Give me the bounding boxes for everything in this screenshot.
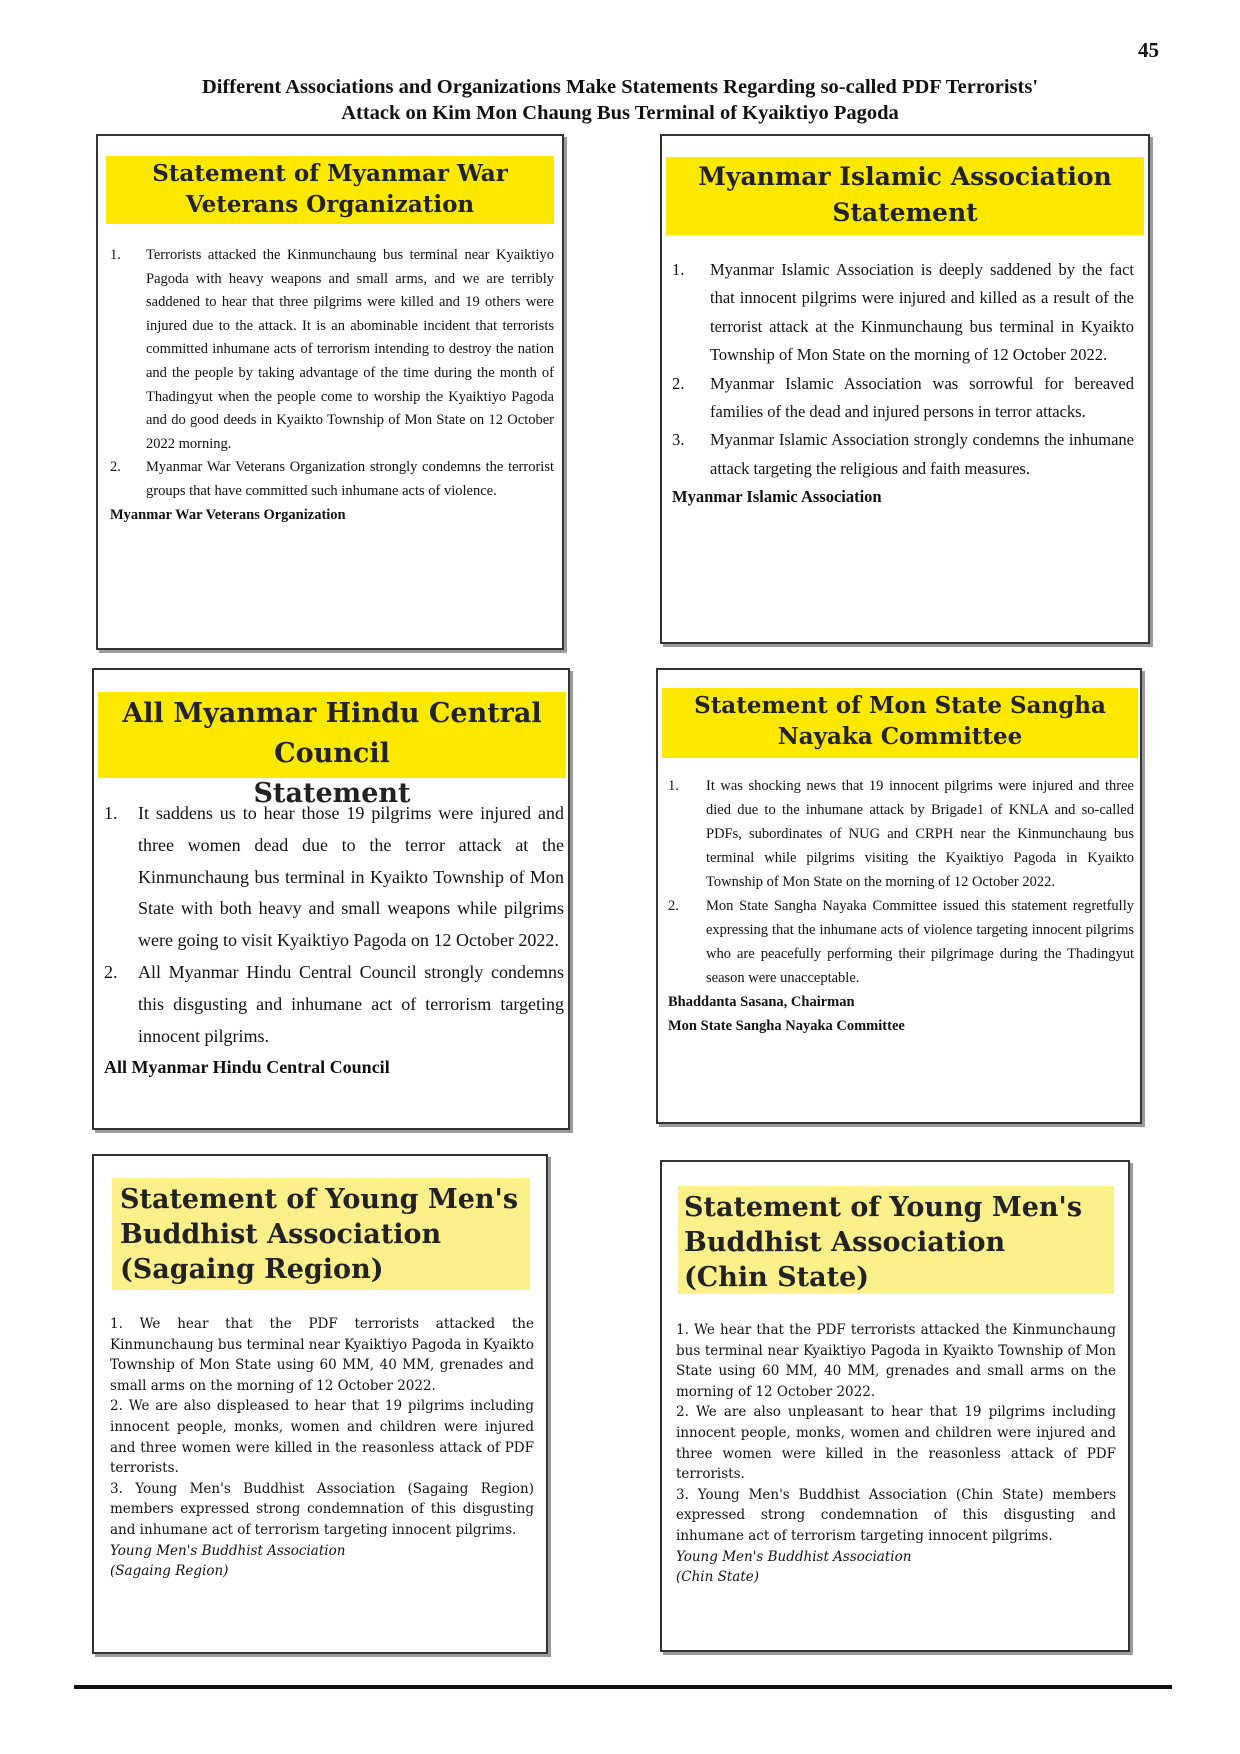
statement-title — [106, 156, 554, 224]
statement-ymba-chin — [660, 1160, 1130, 1652]
item-number: 1. — [110, 247, 121, 263]
statement-war-veterans — [96, 134, 564, 650]
statement-items — [672, 256, 1134, 512]
item-number: 2. — [104, 961, 118, 982]
item-number: 1. — [672, 260, 685, 279]
list-item: 1. We hear that the PDF terrorists attacked the Kinmunchaung bus terminal near Kyaiktiyo Pagoda in Kyaikto Township of Mon State using 60 MM, 40 MM, grenades and small arms on the morning of 12 October 2022. — [110, 1316, 534, 1394]
list-item: 2. We are also displeased to hear that 19 pilgrims including innocent people, monks, women and children were injured and three women were killed in the reasonless attack of PDF terrorists. — [110, 1398, 534, 1477]
title-line: Statement — [832, 198, 978, 227]
title-line: All Myanmar Hindu Central Council — [122, 698, 542, 769]
statement-title — [666, 157, 1144, 235]
bottom-rule — [74, 1685, 1172, 1689]
statement-mon-state-sangha — [656, 668, 1142, 1124]
list-item — [672, 370, 1134, 427]
signature: All Myanmar Hindu Central Council — [104, 1057, 390, 1078]
list-item: 3. Young Men's Buddhist Association (Chin State) members expressed strong condemnation of this disgusting and inhumane act of terrorism targeting innocent pilgrims. — [676, 1486, 1116, 1544]
list-item — [668, 894, 1134, 990]
item-text: Myanmar Islamic Association strongly condemns the inhumane attack targeting the religious and faith measures. — [710, 430, 1134, 478]
signature-line: Young Men's Buddhist Association — [676, 1548, 912, 1565]
signature: Myanmar Islamic Association — [672, 487, 882, 507]
statement-title — [112, 1178, 530, 1290]
signature-line: (Sagaing Region) — [110, 1563, 229, 1580]
title-line: Veterans Organization — [185, 191, 475, 218]
statement-islamic-association — [660, 134, 1150, 644]
title-line: Statement of Young Men's — [684, 1192, 1083, 1223]
item-number: 2. — [672, 373, 685, 393]
list-item — [672, 426, 1134, 483]
signature-line: Bhaddanta Sasana, Chairman — [668, 994, 855, 1010]
statement-items — [668, 774, 1134, 1038]
statement-items — [676, 1320, 1116, 1588]
signature-line: Mon State Sangha Nayaka Committee — [668, 1018, 905, 1034]
title-line: Statement of Young Men's — [120, 1184, 519, 1215]
page-number: 45 — [1138, 38, 1159, 62]
item-text: It saddens us to hear those 19 pilgrims were injured and three women dead due to the terror attack at the Kinmunchaung bus terminal in Kyaikto Township of Mon State with both heavy and small weapons while pilgrims were going to visit Kyaiktiyo Pagoda on 12 October 2022. — [138, 803, 564, 951]
title-line: (Sagaing Region) — [120, 1254, 384, 1285]
statement-title — [662, 688, 1138, 758]
item-number: 1. — [104, 803, 118, 823]
list-item — [668, 774, 1134, 894]
title-line: Nayaka Committee — [777, 723, 1023, 750]
title-line: (Chin State) — [684, 1262, 870, 1293]
signature-line: (Chin State) — [676, 1569, 759, 1586]
item-text: All Myanmar Hindu Central Council strongly condemns this disgusting and inhumane act of terrorism targeting innocent pilgrims. — [138, 961, 564, 1046]
page-title — [60, 74, 1180, 126]
title-line: Buddhist Association — [684, 1227, 1006, 1258]
statement-title — [678, 1186, 1114, 1294]
item-number: 2. — [110, 459, 121, 476]
list-item: 3. Young Men's Buddhist Association (Sagaing Region) members expressed strong condemnation of this disgusting and inhumane act of terrorism targeting innocent pilgrims. — [110, 1480, 534, 1538]
statement-items — [110, 244, 554, 527]
item-text: Terrorists attacked the Kinmunchaung bus terminal near Kyaiktiyo Pagoda with heavy weapons and small arms, and we are terribly saddened to hear that three pilgrims were killed and 19 others were injured due to the attack. It is an abominable incident that terrorists committed inhumane acts of terrorism intending to destroy the nation and the people by taking advantage of the time during the month of Thadingyut when the people come to worship the Kyaiktiyo Pagoda and do good deeds in Kyaikto Township of Mon State on 12 October 2022 morning. — [146, 247, 554, 452]
item-text: Myanmar War Veterans Organization strongly condemns the terrorist groups that have committed such inhumane acts of violence. — [146, 459, 554, 499]
item-text: Myanmar Islamic Association was sorrowful for bereaved families of the dead and injured persons in terror attacks. — [710, 373, 1134, 422]
title-line: Statement of Mon State Sangha — [694, 692, 1106, 719]
item-text: Myanmar Islamic Association is deeply saddened by the fact that innocent pilgrims were injured and killed as a result of the terrorist attack at the Kinmunchaung bus terminal in Kyaikto Township of Mon State on the morning of 12 October 2022. — [710, 260, 1134, 365]
title-line: Statement — [253, 778, 411, 809]
list-item — [672, 256, 1134, 370]
list-item — [104, 798, 564, 957]
list-item — [104, 957, 564, 1052]
list-item — [110, 456, 554, 503]
statement-ymba-sagaing — [92, 1154, 548, 1654]
signature-line: Young Men's Buddhist Association — [110, 1542, 346, 1559]
signature: Myanmar War Veterans Organization — [110, 506, 346, 523]
item-text: It was shocking news that 19 innocent pilgrims were injured and three died due to the inhumane attack by Brigade1 of KNLA and so-called PDFs, subordinates of NUG and CRPH near the Kinmunchaung bus terminal while pilgrims visiting the Kyaiktiyo Pagoda in Kyaikto Township of Mon State on the morning of 12 October 2022. — [706, 778, 1134, 890]
item-number: 2. — [668, 898, 679, 914]
item-text: Mon State Sangha Nayaka Committee issued this statement regretfully expressing that the inhumane acts of violence targeting innocent pilgrims who are peacefully performing their pilgrimage during the Thadingyut season were unacceptable. — [706, 898, 1134, 986]
list-item — [110, 244, 554, 456]
title-line: Buddhist Association — [120, 1219, 442, 1250]
item-number: 3. — [672, 430, 685, 450]
statement-title — [98, 692, 566, 809]
page-title-line-2: Attack on Kim Mon Chaung Bus Terminal of Kyaiktiyo Pagoda — [341, 102, 899, 124]
title-line: Myanmar Islamic Association — [698, 162, 1112, 191]
item-number: 1. — [668, 778, 679, 794]
title-line: Statement of Myanmar War — [152, 160, 508, 187]
list-item: 2. We are also unpleasant to hear that 19 pilgrims including innocent people, monks, women and children were injured and three women were killed in the reasonless attack of PDF terrorists. — [676, 1404, 1116, 1483]
statement-items — [110, 1314, 534, 1582]
page-title-line-1: Different Associations and Organizations Make Statements Regarding so-called PDF Terrorists' — [201, 76, 1039, 98]
statement-hindu-council — [92, 668, 570, 1130]
list-item: 1. We hear that the PDF terrorists attacked the Kinmunchaung bus terminal near Kyaiktiyo Pagoda in Kyaikto Township of Mon State using 60 MM, 40 MM, grenades and small arms on the morning of 12 October 2022. — [676, 1322, 1116, 1400]
statement-items — [104, 798, 564, 1084]
